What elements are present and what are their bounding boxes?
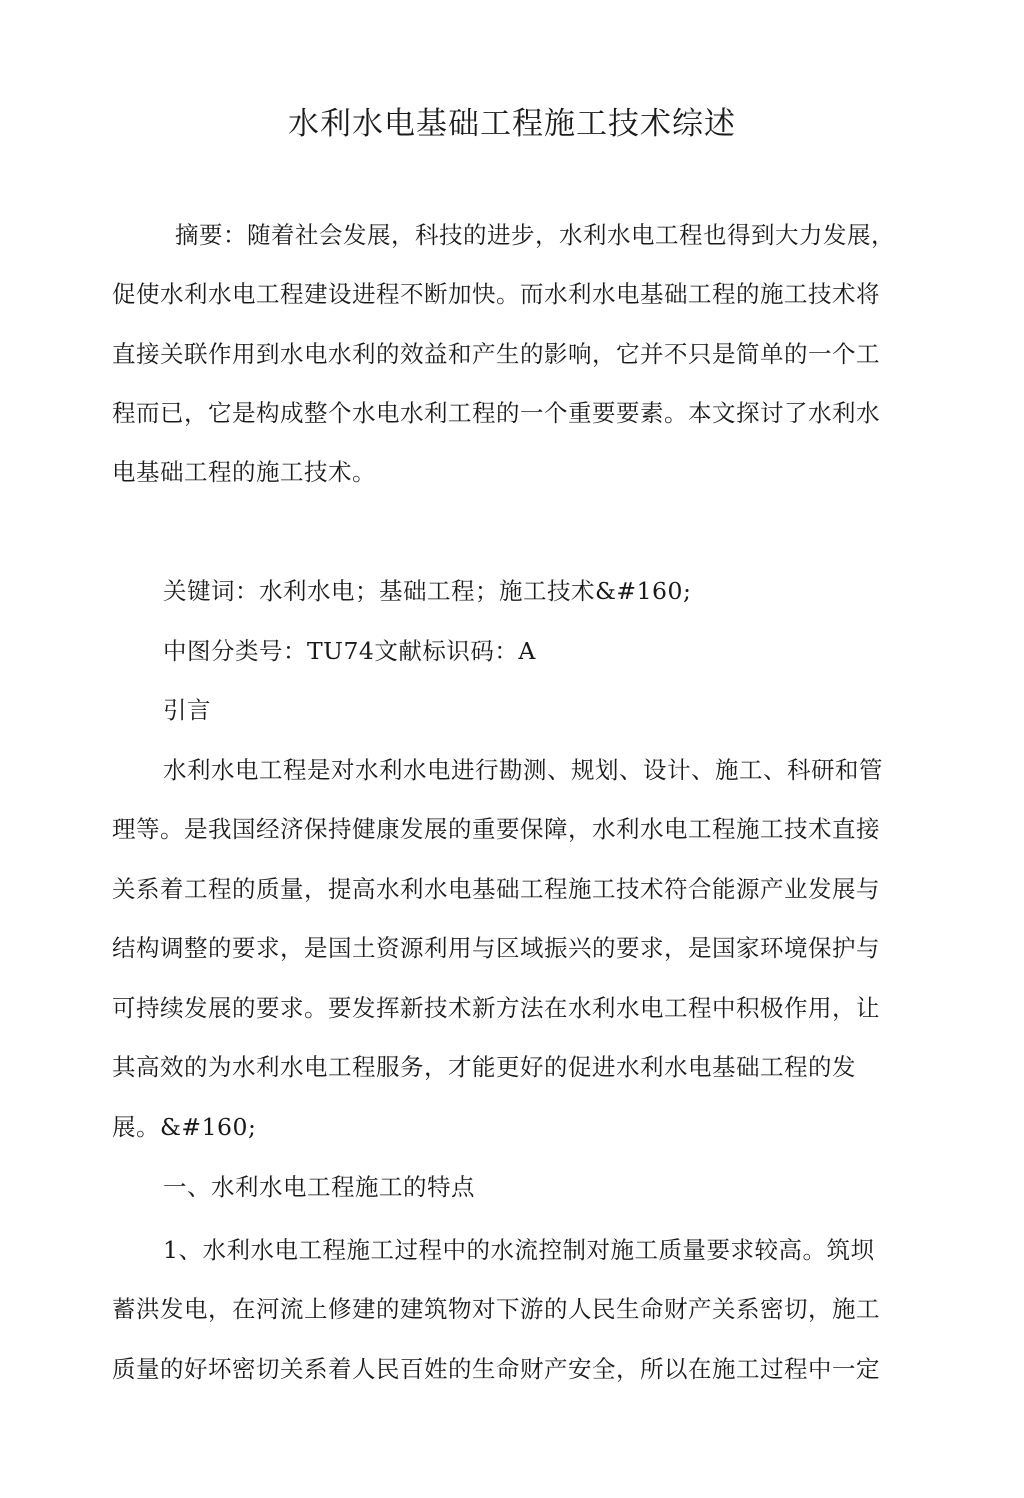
intro-line: 理等。是我国经济保持健康发展的重要保障，水利水电工程施工技术直接 <box>112 815 880 843</box>
classification-code: 中图分类号：TU74文献标识码：A <box>163 637 536 665</box>
section-heading: 一、水利水电工程施工的特点 <box>163 1173 475 1201</box>
section-line: 质量的好坏密切关系着人民百姓的生命财产安全，所以在施工过程中一定 <box>112 1355 880 1383</box>
section-line: 蓄洪发电，在河流上修建的建筑物对下游的人民生命财产关系密切，施工 <box>112 1295 880 1323</box>
section-line: 1、水利水电工程施工过程中的水流控制对施工质量要求较高。筑坝 <box>163 1236 875 1264</box>
intro-line: 可持续发展的要求。要发挥新技术新方法在水利水电工程中积极作用，让 <box>112 994 880 1022</box>
document-title: 水利水电基础工程施工技术综述 <box>288 106 736 142</box>
intro-line: 结构调整的要求，是国土资源利用与区域振兴的要求，是国家环境保护与 <box>112 934 880 962</box>
abstract-line: 摘要：随着社会发展，科技的进步，水利水电工程也得到大力发展， <box>175 221 895 249</box>
abstract-line: 直接关联作用到水电水利的效益和产生的影响，它并不只是简单的一个工 <box>112 340 880 368</box>
intro-line: 展。&#160; <box>112 1113 257 1141</box>
intro-heading: 引言 <box>163 696 211 724</box>
intro-line: 其高效的为水利水电工程服务，才能更好的促进水利水电基础工程的发 <box>112 1053 856 1081</box>
keywords: 关键词：水利水电；基础工程；施工技术&#160; <box>163 577 692 605</box>
abstract-line: 电基础工程的施工技术。 <box>112 458 376 486</box>
abstract-line: 促使水利水电工程建设进程不断加快。而水利水电基础工程的施工技术将 <box>112 280 880 308</box>
intro-line: 关系着工程的质量，提高水利水电基础工程施工技术符合能源产业发展与 <box>112 875 880 903</box>
intro-line: 水利水电工程是对水利水电进行勘测、规划、设计、施工、科研和管 <box>163 756 883 784</box>
abstract-line: 程而已，它是构成整个水电水利工程的一个重要要素。本文探讨了水利水 <box>112 399 880 427</box>
